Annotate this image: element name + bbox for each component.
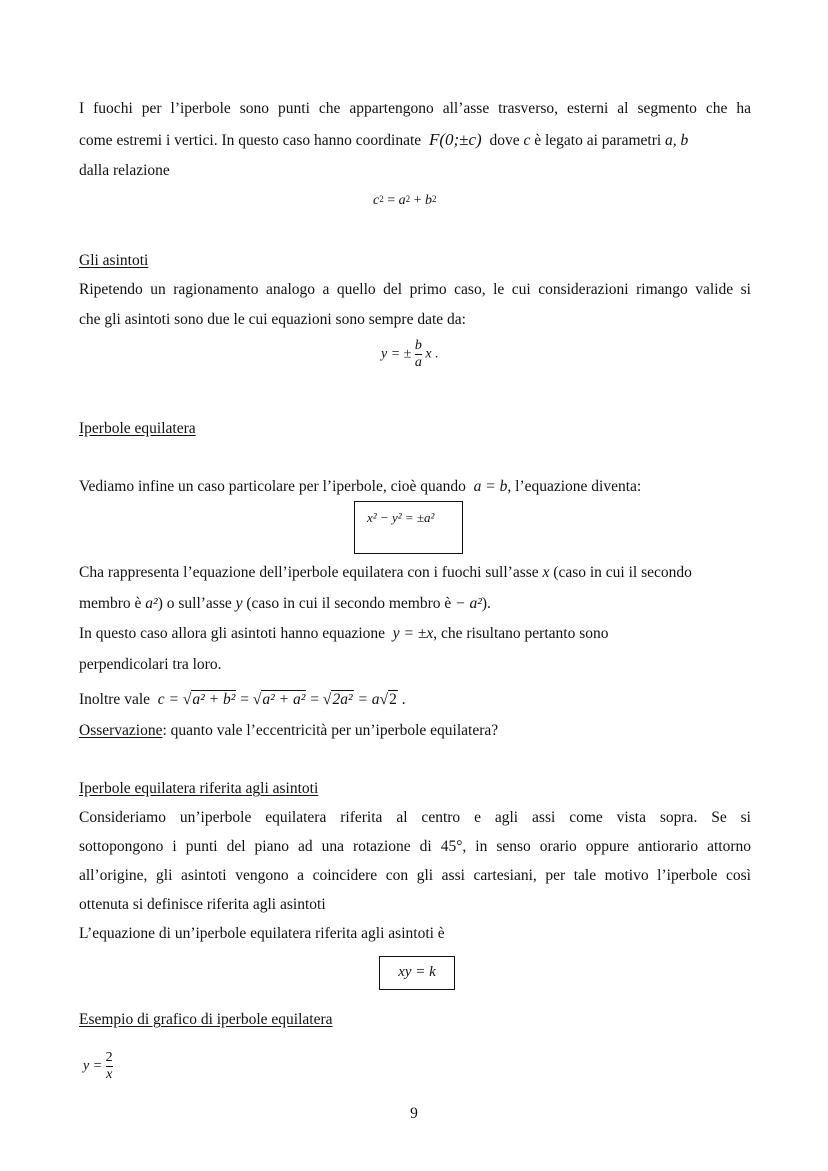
observation-line: Osservazione: quanto vale l’eccentricità per un’iperbole equilatera? [79,722,499,739]
section-heading: Iperbole equilatera [79,420,196,437]
text-line: L’equazione di un’iperbole equilatera riferita agli asintoti è [79,925,445,942]
page-number: 9 [410,1105,418,1122]
text-line: perpendicolari tra loro. [79,656,222,673]
text-line: sottopongono i punti del piano ad una rotazione di 45°, in senso orario oppure antiorario attorno [79,838,751,855]
observation-label: Osservazione [79,722,163,739]
text-line: I fuochi per l’iperbole sono punti che appartengono all’asse trasverso, esterni al segmento che ha [79,100,751,117]
text-line: In questo caso allora gli asintoti hanno equazione y = ±x, che risultano pertanto sono [79,625,609,642]
text-line: Consideriamo un’iperbole equilatera riferita al centro e agli assi come vista sopra. Se si [79,809,751,826]
example-formula: y = $\frac{2}{x}$ [83,1050,113,1082]
text-line: ottenuta si definisce riferita agli asintoti [79,896,326,913]
asymptote-formula: y = ± $\frac{b}{a}$ x . [381,338,439,370]
text-line: Ripetendo un ragionamento analogo a quello del primo caso, le cui considerazioni rimango valide si [79,281,751,298]
text-line: Cha rappresenta l’equazione dell’iperbole equilatera con i fuochi sull’asse x (caso in cui il secondo [79,564,692,581]
text-line: Inoltre vale c = √a² + b² = √a² + a² = √2a² = a√2 . [79,691,406,708]
text-line: membro è a²) o sull’asse y (caso in cui il secondo membro è − a²). [79,595,491,612]
square-root: √a² + a² [252,691,306,708]
boxed-equation: x² − y² = ±a² [354,501,463,554]
text-line: che gli asintoti sono due le cui equazioni sono sempre date da: [79,311,466,328]
relation-formula: $c^2 = a^2 + b^2$ [373,193,437,208]
text-line: all’origine, gli asintoti vengono a coincidere con gli assi cartesiani, per tale motivo l’iperbole così [79,867,751,884]
text-line: Vediamo infine un caso particolare per l’iperbole, cioè quando a = b, l’equazione diventa: [79,478,642,495]
text-line: dalla relazione [79,162,170,179]
section-heading: Esempio di grafico di iperbole equilatera [79,1011,333,1028]
focus-formula: F(0;±c) [428,130,482,149]
text-line: come estremi i vertici. In questo caso hanno coordinate F(0;±c) dove c è legato ai parametri a, b [79,130,689,149]
fraction: $\frac{b}{a}$ [414,338,422,370]
square-root: √a² + b² [182,691,236,708]
section-heading: Gli asintoti [79,252,149,269]
square-root: √2a² [322,691,353,708]
boxed-equation: xy = k [379,956,455,990]
fraction: $\frac{2}{x}$ [105,1050,113,1082]
section-heading: Iperbole equilatera riferita agli asintoti [79,780,319,797]
square-root: √2 [379,691,397,708]
